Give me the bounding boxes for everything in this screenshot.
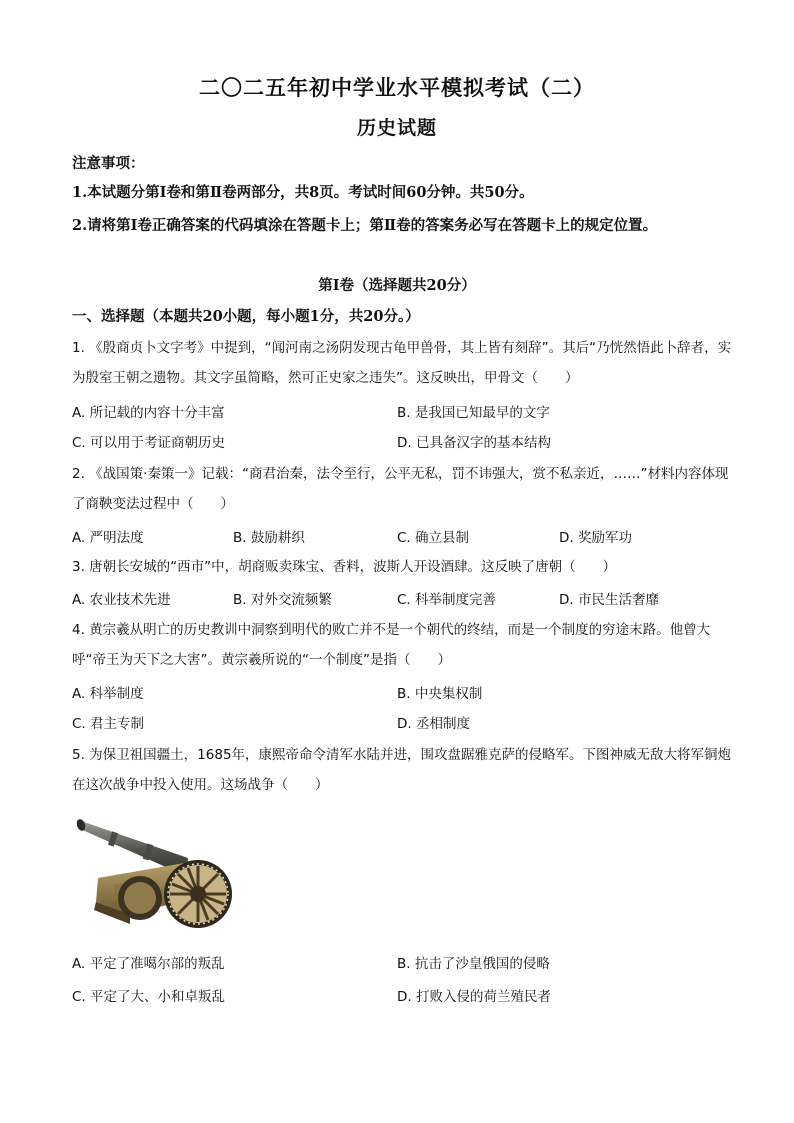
question-stem: 2. 《战国策·秦策一》记载：“商君治秦，法令至行，公平无私，罚不讳强大，赏不私亲近，……”材料内容体现了商鞅变法过程中（ ） bbox=[72, 466, 729, 512]
option-b: B. 鼓励耕织 bbox=[233, 530, 305, 546]
question-stem: 1. 《殷商贞卜文字考》中提到，“闻河南之汤阴发现古龟甲兽骨，其上皆有刻辞”。其后“乃恍然悟此卜辞者，实为殷室王朝之遗物。其文字虽简略，然可正史家之违失”。这反映出，甲骨文（ ） bbox=[72, 340, 732, 386]
option-a: A. 平定了准噶尔部的叛乱 bbox=[72, 956, 225, 972]
exam-subtitle: 历史试题 bbox=[356, 117, 437, 139]
notice-item: 1.本试题分第Ⅰ卷和第Ⅱ卷两部分，共8页。考试时间60分钟。共50分。 bbox=[72, 184, 534, 201]
cannon-image bbox=[70, 806, 240, 936]
question-stem: 3. 唐朝长安城的“西市”中，胡商贩卖珠宝、香料，波斯人开设酒肆。这反映了唐朝（ ） bbox=[72, 559, 617, 575]
notice-item: 2.请将第Ⅰ卷正确答案的代码填涂在答题卡上；第Ⅱ卷的答案务必写在答题卡上的规定位置。 bbox=[72, 217, 658, 234]
exam-title: 二〇二五年初中学业水平模拟考试（二） bbox=[199, 75, 595, 100]
question-stem: 4. 黄宗羲从明亡的历史教训中洞察到明代的败亡并不是一个朝代的终结，而是一个制度的穷途末路。他曾大呼“帝王为天下之大害”。黄宗羲所说的“一个制度”是指（ ） bbox=[72, 622, 711, 668]
option-c: C. 科举制度完善 bbox=[397, 592, 497, 608]
option-d: D. 已具备汉字的基本结构 bbox=[397, 435, 551, 451]
part-title: 一、选择题（本题共20小题，每小题1分，共20分。） bbox=[72, 308, 420, 325]
section-title: 第Ⅰ卷（选择题共20分） bbox=[318, 277, 476, 294]
option-d: D. 奖励军功 bbox=[559, 530, 632, 546]
option-b: B. 中央集权制 bbox=[397, 686, 483, 702]
option-c: C. 确立县制 bbox=[397, 530, 470, 546]
option-b: B. 抗击了沙皇俄国的侵略 bbox=[397, 956, 550, 972]
option-c: C. 平定了大、小和卓叛乱 bbox=[72, 989, 226, 1005]
option-a: A. 所记载的内容十分丰富 bbox=[72, 405, 225, 421]
option-d: D. 市民生活奢靡 bbox=[559, 592, 659, 608]
option-a: A. 农业技术先进 bbox=[72, 592, 171, 608]
notice-heading: 注意事项： bbox=[72, 155, 145, 172]
option-c: C. 君主专制 bbox=[72, 716, 145, 732]
option-d: D. 打败入侵的荷兰殖民者 bbox=[397, 989, 551, 1005]
option-a: A. 科举制度 bbox=[72, 686, 144, 702]
option-b: B. 对外交流频繁 bbox=[233, 592, 332, 608]
option-d: D. 丞相制度 bbox=[397, 716, 470, 732]
option-c: C. 可以用于考证商朝历史 bbox=[72, 435, 226, 451]
option-b: B. 是我国已知最早的文字 bbox=[397, 405, 550, 421]
question-stem: 5. 为保卫祖国疆土，1685年，康熙帝命令清军水陆并进，围攻盘踞雅克萨的侵略军。下图神威无敌大将军铜炮在这次战争中投入使用。这场战争（ ） bbox=[72, 747, 732, 793]
option-a: A. 严明法度 bbox=[72, 530, 144, 546]
